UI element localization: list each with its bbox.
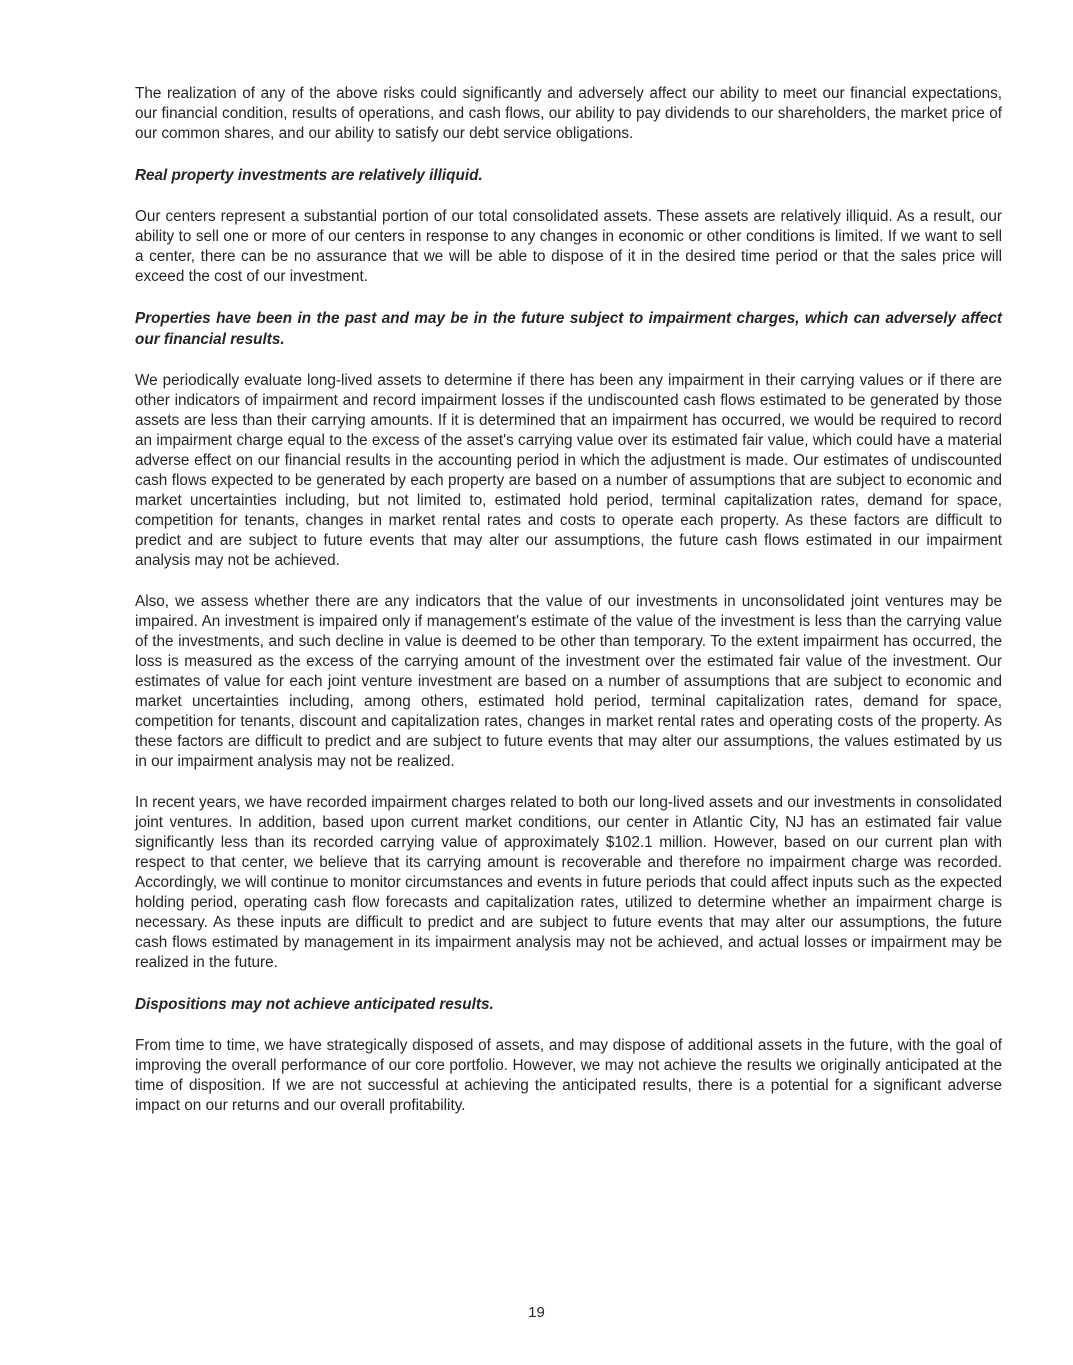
- heading-dispositions: Dispositions may not achieve anticipated results.: [135, 996, 494, 1013]
- heading-impairment-charges: Properties have been in the past and may be in the future subject to impairment charges, which can adversely affect our financial results.: [135, 310, 1002, 348]
- paragraph-joint-ventures-impairment: Also, we assess whether there are any indicators that the value of our investments in unconsolidated joint ventures may be impaired. An investment is impaired only if management's estimate of the value of the investment is less than the carrying value of the investments, and such decline in value is deemed to be other than temporary. To the extent impairment has occurred, the loss is measured as the excess of the carrying amount of the investment over the estimated fair value of the investment. Our estimates of value for each joint venture investment are based on a number of assumptions that are subject to economic and market uncertainties including, among others, estimated hold period, terminal capitalization rates, demand for space, competition for tenants, discount and capitalization rates, changes in market rental rates and operating costs of the property. As these factors are difficult to predict and are subject to future events that may alter our assumptions, the values estimated by us in our impairment analysis may not be realized.: [135, 593, 1002, 770]
- page-content: [135, 84, 1002, 1137]
- page-footer: [0, 1304, 1073, 1321]
- paragraph-dispositions-detail: From time to time, we have strategically disposed of assets, and may dispose of additional assets in the future, with the goal of improving the overall performance of our core portfolio. However, we may not achieve the results we originally anticipated at the time of disposition. If we are not successful at achieving the anticipated results, there is a potential for a significant adverse impact on our returns and our overall profitability.: [135, 1037, 1002, 1114]
- paragraph-long-lived-assets-evaluation: We periodically evaluate long-lived assets to determine if there has been any impairment in their carrying values or if there are other indicators of impairment and record impairment losses if the undiscounted cash flows estimated to be generated by those assets are less than their carrying amounts. If it is determined that an impairment has occurred, we would be required to record an impairment charge equal to the excess of the asset's carrying value over its estimated fair value, which could have a material adverse effect on our financial results in the accounting period in which the adjustment is made. Our estimates of undiscounted cash flows expected to be generated by each property are based on a number of assumptions that are subject to economic and market uncertainties including, but not limited to, estimated hold period, terminal capitalization rates, demand for space, competition for tenants, changes in market rental rates and costs to operate each property. As these factors are difficult to predict and are subject to future events that may alter our assumptions, the future cash flows estimated in our impairment analysis may not be achieved.: [135, 372, 1002, 569]
- paragraph-centers-illiquid: Our centers represent a substantial portion of our total consolidated assets. These assets are relatively illiquid. As a result, our ability to sell one or more of our centers in response to any changes in economic or other conditions is limited. If we want to sell a center, there can be no assurance that we will be able to dispose of it in the desired time period or that the sales price will exceed the cost of our investment.: [135, 208, 1002, 285]
- page-number: 19: [528, 1304, 545, 1321]
- paragraph-recent-impairment-charges: In recent years, we have recorded impairment charges related to both our long-lived assets and our investments in consolidated joint ventures. In addition, based upon current market conditions, our center in Atlantic City, NJ has an estimated fair value significantly less than its recorded carrying value of approximately $102.1 million. However, based on our current plan with respect to that center, we believe that its carrying amount is recoverable and therefore no impairment charge was recorded. Accordingly, we will continue to monitor circumstances and events in future periods that could affect inputs such as the expected holding period, operating cash flow forecasts and capitalization rates, utilized to determine whether an impairment charge is necessary. As these inputs are difficult to predict and are subject to future events that may alter our assumptions, the future cash flows estimated by management in its impairment analysis may not be achieved, and actual losses or impairment may be realized in the future.: [135, 794, 1002, 971]
- paragraph-realization-of-risks: The realization of any of the above risks could significantly and adversely affect our ability to meet our financial expectations, our financial condition, results of operations, and cash flows, our ability to pay dividends to our shareholders, the market price of our common shares, and our ability to satisfy our debt service obligations.: [135, 85, 1002, 142]
- heading-real-property-illiquid: Real property investments are relatively illiquid.: [135, 167, 483, 184]
